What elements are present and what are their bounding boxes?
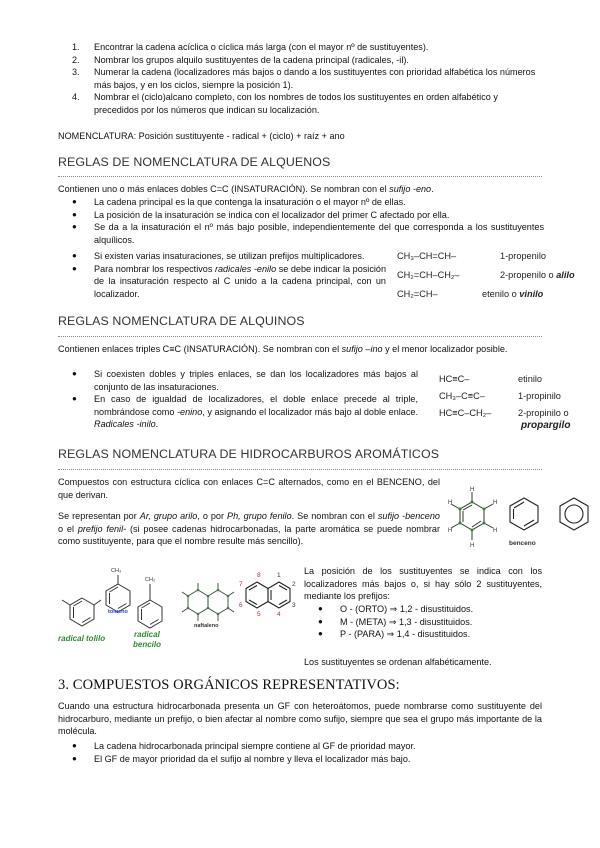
alquinos-example-1-name: etinilo bbox=[518, 374, 543, 384]
list-item: ● Para nombrar los respectivos radicales -enilo se debe indicar la posición de la insaturación respecto al C unido a la cadena principal, con un localizador. bbox=[58, 263, 386, 301]
nomenclatura-line: NOMENCLATURA: Posición sustituyente - radical + (ciclo) + raíz + ano bbox=[58, 131, 345, 141]
list-item: 3. Numerar la cadena (localizadores más bajos o dando a los sustituyentes con prioridad alfabética los números más bajos, y en los ciclos, siempre la posición 1). bbox=[72, 67, 536, 90]
section-heading-alquenos: REGLAS DE NOMENCLATURA DE ALQUENOS bbox=[58, 155, 331, 169]
alquenos-bullets-2 bbox=[58, 250, 386, 300]
alquenos-example-2-name: 2-propenilo o alilo bbox=[500, 270, 575, 280]
locator-5: 5 bbox=[257, 611, 261, 618]
compuestos-p1: Cuando una estructura hidrocarbonada presenta un GF con heteroátomos, puede nombrarse como sustituyente del hidrocarburo, mediante un prefijo, o bien afectar al nombre como sufijo, siempre que sea el grupo más importante de la molécula. bbox=[58, 701, 542, 737]
alquinos-example-1: HC≡C– bbox=[439, 374, 470, 384]
locator-4: 4 bbox=[277, 611, 281, 618]
label-radical-tolilo: radical tolilo bbox=[58, 634, 106, 643]
prefijos-list bbox=[304, 603, 542, 641]
svg-text:H: H bbox=[448, 500, 453, 506]
alquinos-example-3: HC≡C–CH₂– bbox=[439, 408, 492, 418]
alquenos-bullets bbox=[58, 196, 544, 246]
alquinos-example-2-name: 1-propinilo bbox=[518, 391, 561, 401]
list-item: 4. Nombrar el (ciclo)alcano completo, con los nombres de todos los sustituyentes en orden alfabético y precedidos por los números que indican su localización. bbox=[72, 92, 498, 115]
alquinos-example-3-name: 2-propinilo o bbox=[518, 408, 569, 418]
list-item: 2. Nombrar los grupos alquilo sustituyentes de la cadena principal (radicales, -il). bbox=[72, 54, 409, 65]
locator-3: 3 bbox=[292, 602, 296, 609]
locator-8: 8 bbox=[257, 572, 261, 579]
locator-7: 7 bbox=[239, 581, 243, 588]
svg-text:H: H bbox=[448, 528, 453, 534]
list-item: ● Se da a la insaturación el nº más bajo posible, independientemente del que corresponda a los sustituyentes alquílicos. bbox=[58, 221, 544, 246]
naftaleno-full-structure bbox=[182, 583, 234, 621]
list-item: ● Si coexisten dobles y triples enlaces, se dan los localizadores más bajos al conjunto de las insaturaciones. bbox=[58, 368, 418, 393]
list-item: ● En caso de igualdad de localizadores, el doble enlace precede al triple, nombrándose como -enino, y asignando el localizador más bajo al doble enlace. Radicales -inilo. bbox=[58, 393, 418, 431]
radical-bencilo-structure bbox=[138, 584, 162, 628]
aromaticos-p3: La posición de los sustituyentes se indica con los localizadores más bajos o, si hay sólo 2 sustituyentes, mediante los prefijos: bbox=[304, 566, 542, 602]
alquinos-example-2: CH₃–C≡C– bbox=[439, 391, 485, 401]
ch3-label: CH₃ bbox=[111, 568, 122, 574]
aromaticos-p4: Los sustituyentes se ordenan alfabéticamente. bbox=[304, 657, 492, 667]
alquenos-example-3: CH₂=CH– bbox=[397, 289, 438, 299]
steps-list bbox=[58, 41, 544, 117]
list-item: 1. Encontrar la cadena acíclica o cíclica más larga (con el mayor nº de sustituyentes). bbox=[72, 42, 429, 52]
label-bencilo: bencilo bbox=[133, 640, 162, 649]
divider bbox=[58, 469, 542, 470]
alquinos-intro: Contienen enlaces triples C≡C (INSATURACIÓN). Se nombran con el sufijo –ino y el menor localizador posible. bbox=[58, 344, 508, 354]
locator-6: 6 bbox=[239, 602, 243, 609]
locator-2: 2 bbox=[292, 581, 296, 588]
list-item: ● O - (ORTO) ⇒ 1,2 - disustituidos. bbox=[304, 603, 542, 616]
list-item: ● Si existen varias insaturaciones, se utilizan prefijos multiplicadores. bbox=[58, 250, 386, 263]
section-heading-aromaticos: REGLAS NOMENCLATURA DE HIDROCARBUROS AROMÁTICOS bbox=[58, 447, 440, 461]
benzene-circle-icon bbox=[560, 498, 588, 530]
ch2-label: CH₂ bbox=[145, 577, 156, 583]
list-item: ● El GF de mayor prioridad da el sufijo al nombre y lleva el localizador más bajo. bbox=[58, 753, 542, 766]
compuestos-bullets bbox=[58, 740, 542, 765]
tolueno-structure bbox=[106, 575, 130, 612]
list-item: ● La cadena hidrocarbonada principal siempre contiene al GF de prioridad mayor. bbox=[58, 740, 542, 753]
divider bbox=[58, 336, 542, 337]
alquenos-intro: Contienen uno o más enlaces dobles C=C (INSATURACIÓN). Se nombran con el sufijo -eno. bbox=[58, 184, 434, 194]
alquinos-example-3-bold: propargilo bbox=[521, 420, 571, 431]
list-item: ● P - (PARA) ⇒ 1,4 - disustituidos. bbox=[304, 628, 542, 641]
label-naftaleno: naftaleno bbox=[194, 623, 219, 629]
divider bbox=[58, 176, 542, 177]
section-heading-compuestos: 3. COMPUESTOS ORGÁNICOS REPRESENTATIVOS: bbox=[58, 677, 400, 693]
svg-text:H: H bbox=[493, 528, 498, 534]
alquenos-example-1: CH₃–CH=CH– bbox=[397, 251, 457, 261]
list-item: ● La posición de la insaturación se indica con el localizador del primer C afectado por ella. bbox=[58, 209, 544, 222]
svg-text:H: H bbox=[493, 500, 498, 506]
svg-text:H: H bbox=[470, 487, 475, 493]
naftaleno-kekule-structure bbox=[246, 582, 290, 608]
label-radical: radical bbox=[134, 630, 160, 639]
list-item: ● La cadena principal es la que contenga la insaturación o el mayor nº de ellas. bbox=[58, 196, 544, 209]
aromaticos-p1: Compuestos con estructura cíclica con enlaces C=C alternados, como en el BENCENO, del que derivan. bbox=[58, 477, 440, 500]
locator-1: 1 bbox=[277, 572, 281, 579]
svg-text:H: H bbox=[470, 543, 475, 549]
alquenos-example-1-name: 1-propenilo bbox=[500, 251, 546, 261]
alquenos-example-2: CH₂=CH–CH₂– bbox=[397, 270, 460, 280]
benzene-full-structure bbox=[451, 492, 493, 540]
list-item: ● M - (META) ⇒ 1,3 - disustituidos. bbox=[304, 616, 542, 629]
section-heading-alquinos: REGLAS NOMENCLATURA DE ALQUINOS bbox=[58, 314, 305, 328]
radical-tolilo-structure bbox=[62, 598, 101, 626]
label-tolueno: tolueno bbox=[108, 609, 128, 615]
alquinos-bullets bbox=[58, 368, 418, 431]
benceno-label: benceno bbox=[509, 540, 536, 547]
aromaticos-p2: Se representan por Ar, grupo arilo, o por Ph, grupo fenilo. Se nombran con el sufijo -benceno o el prefijo fenil- (si posee cadenas hidrocarbonadas, la parte aromática se puede nombrar como sustituyente, para que el nombre resulte más sencillo). bbox=[58, 511, 440, 547]
benzene-kekule-icon bbox=[510, 498, 538, 530]
alquenos-example-3-name: etenilo o vinilo bbox=[482, 289, 544, 299]
